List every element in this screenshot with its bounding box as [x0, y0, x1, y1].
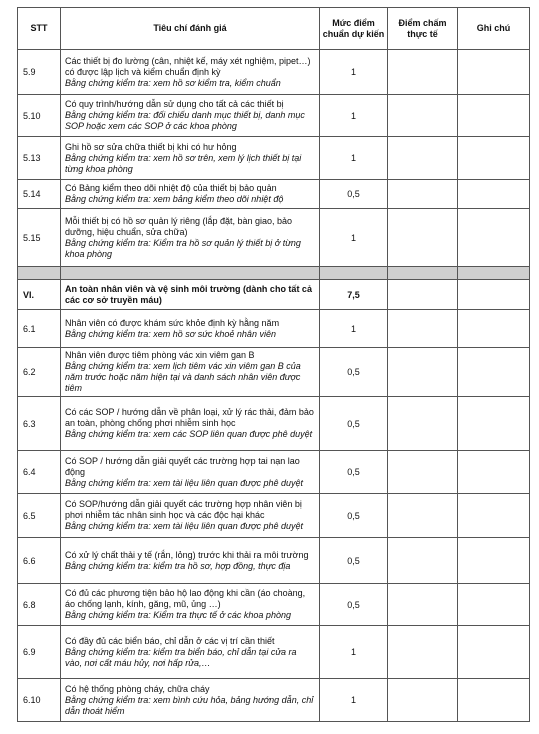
row-criteria	[61, 209, 320, 267]
row-criteria	[61, 180, 320, 209]
expected-score: 1	[320, 137, 388, 180]
criteria-text: Có đầy đủ các biển báo, chỉ dẫn ở các vị trí cần thiết	[65, 635, 275, 646]
criteria-text: Nhân viên được tiêm phòng vác xin viêm gan B	[65, 350, 255, 360]
actual-score-cell[interactable]	[388, 50, 458, 95]
header-criteria: Tiêu chí đánh giá	[61, 8, 320, 50]
note-cell[interactable]	[458, 280, 530, 310]
actual-score-cell[interactable]	[388, 679, 458, 722]
actual-score-cell[interactable]	[388, 538, 458, 584]
row-criteria	[61, 626, 320, 679]
evidence-text: Bằng chứng kiểm tra: kiểm tra biển báo, chỉ dẫn tại cửa ra vào, nơi cất máu hủy, nơi hấp rửa,…	[65, 646, 297, 668]
row-stt: 6.10	[18, 679, 61, 722]
row-criteria	[61, 451, 320, 494]
separator-cell	[458, 267, 530, 280]
table-row	[18, 538, 530, 584]
evaluation-table	[17, 7, 530, 722]
evidence-text: Bằng chứng kiểm tra: xem bình cứu hỏa, bảng hướng dẫn, chỉ dẫn thoát hiểm	[65, 694, 314, 716]
expected-score: 0,5	[320, 494, 388, 538]
row-stt: 6.4	[18, 451, 61, 494]
table-row	[18, 348, 530, 397]
evidence-text: Bằng chứng kiểm tra: xem hồ sơ sức khoẻ nhân viên	[65, 328, 276, 339]
note-cell[interactable]	[458, 584, 530, 626]
table-row	[18, 494, 530, 538]
section-separator-row	[18, 267, 530, 280]
actual-score-cell[interactable]	[388, 209, 458, 267]
note-cell[interactable]	[458, 494, 530, 538]
separator-cell	[320, 267, 388, 280]
evidence-text: Bằng chứng kiểm tra: xem hồ sơ kiểm tra, kiểm chuẩn	[65, 77, 281, 88]
criteria-text: Có Bảng kiểm theo dõi nhiệt độ của thiết bị bảo quản	[65, 183, 277, 193]
criteria-text: Các thiết bị đo lường (cân, nhiệt kế, máy xét nghiệm, pipet…) có được lập lịch và kiểm chuẩn định kỳ	[65, 55, 311, 77]
row-stt: 5.14	[18, 180, 61, 209]
actual-score-cell[interactable]	[388, 310, 458, 348]
note-cell[interactable]	[458, 348, 530, 397]
actual-score-cell[interactable]	[388, 584, 458, 626]
row-stt: 5.9	[18, 50, 61, 95]
evidence-text: Bằng chứng kiểm tra: xem các SOP liên quan được phê duyệt	[65, 429, 313, 439]
expected-score: 0,5	[320, 538, 388, 584]
evidence-text: Bằng chứng kiểm tra: đối chiếu danh mục thiết bị, danh mục SOP hoặc xem các SOP ở các khoa phòng	[65, 110, 305, 131]
row-criteria	[61, 310, 320, 348]
row-stt: 6.6	[18, 538, 61, 584]
criteria-text: Có các SOP / hướng dẫn về phân loại, xử lý rác thải, đảm bảo an toàn, phòng chống phơi nhiễm sinh học	[65, 407, 314, 428]
evidence-text: Bằng chứng kiểm tra: Kiểm tra hồ sơ quản lý thiết bị ở từng khoa phòng	[65, 237, 301, 259]
actual-score-cell[interactable]	[388, 180, 458, 209]
header-note: Ghi chú	[458, 8, 530, 50]
row-stt: 6.5	[18, 494, 61, 538]
section-number: VI.	[18, 280, 61, 310]
evidence-text: Bằng chứng kiểm tra: xem lịch tiêm vác xin viêm gan B của năm trước hoặc năm hiện tại và danh sách nhân viên được tiêm	[65, 361, 301, 393]
row-criteria	[61, 584, 320, 626]
criteria-text: Mỗi thiết bị có hồ sơ quản lý riêng (lắp đặt, bàn giao, bảo dưỡng, hiệu chuẩn, sửa chữa)	[65, 215, 293, 237]
table-row	[18, 679, 530, 722]
actual-score-cell[interactable]	[388, 348, 458, 397]
actual-score-cell[interactable]	[388, 451, 458, 494]
evidence-text: Bằng chứng kiểm tra: xem bảng kiểm theo dõi nhiệt độ	[65, 194, 284, 204]
expected-score: 1	[320, 209, 388, 267]
section-header-row	[18, 280, 530, 310]
note-cell[interactable]	[458, 137, 530, 180]
row-stt: 6.3	[18, 397, 61, 451]
evidence-text: Bằng chứng kiểm tra: kiểm tra hồ sơ, hợp đồng, thực địa	[65, 560, 291, 571]
table-row	[18, 626, 530, 679]
evidence-text: Bằng chứng kiểm tra: Kiểm tra thực tế ở các khoa phòng	[65, 610, 291, 620]
table-row	[18, 180, 530, 209]
note-cell[interactable]	[458, 50, 530, 95]
section-title: An toàn nhân viên và vệ sinh môi trường (dành cho tất cả các cơ sở truyền máu)	[65, 283, 312, 305]
table-row	[18, 451, 530, 494]
separator-cell	[61, 267, 320, 280]
note-cell[interactable]	[458, 209, 530, 267]
table-row	[18, 137, 530, 180]
row-stt: 6.1	[18, 310, 61, 348]
row-criteria	[61, 397, 320, 451]
note-cell[interactable]	[458, 679, 530, 722]
actual-score-cell[interactable]	[388, 626, 458, 679]
row-criteria	[61, 50, 320, 95]
note-cell[interactable]	[458, 95, 530, 137]
expected-score: 0,5	[320, 348, 388, 397]
note-cell[interactable]	[458, 538, 530, 584]
note-cell[interactable]	[458, 451, 530, 494]
note-cell[interactable]	[458, 626, 530, 679]
expected-score: 0,5	[320, 451, 388, 494]
separator-cell	[388, 267, 458, 280]
table-row	[18, 50, 530, 95]
criteria-text: Có đủ các phương tiện bảo hộ lao động khi cần (áo choàng, áo chống lạnh, kính, găng, mũ, ủng …)	[65, 588, 306, 609]
criteria-text: Ghi hồ sơ sửa chữa thiết bị khi có hư hỏng	[65, 141, 237, 152]
row-criteria	[61, 348, 320, 397]
evidence-text: Bằng chứng kiểm tra: xem tài liệu liên quan được phê duyệt	[65, 521, 303, 531]
criteria-text: Có SOP / hướng dẫn giải quyết các trường hợp tai nạn lao động	[65, 455, 300, 477]
expected-score: 1	[320, 310, 388, 348]
header-row	[18, 8, 530, 50]
row-criteria	[61, 679, 320, 722]
criteria-text: Có quy trình/hướng dẫn sử dụng cho tất cả các thiết bị	[65, 99, 284, 109]
note-cell[interactable]	[458, 180, 530, 209]
actual-score-cell[interactable]	[388, 137, 458, 180]
row-criteria	[61, 95, 320, 137]
separator-cell	[18, 267, 61, 280]
expected-score: 1	[320, 95, 388, 137]
header-expected-score: Mức điểm chuẩn dự kiến	[320, 8, 388, 50]
criteria-text: Nhân viên có được khám sức khỏe định kỳ hằng năm	[65, 317, 280, 328]
evidence-text: Bằng chứng kiểm tra: xem hồ sơ trên, xem lý lịch thiết bị tại từng khoa phòng	[65, 152, 302, 174]
section-total-score: 7,5	[320, 280, 388, 310]
row-criteria	[61, 137, 320, 180]
actual-score-cell[interactable]	[388, 494, 458, 538]
actual-score-cell[interactable]	[388, 280, 458, 310]
evidence-text: Bằng chứng kiểm tra: xem tài liệu liên quan được phê duyệt	[65, 477, 303, 488]
expected-score: 0,5	[320, 180, 388, 209]
expected-score: 0,5	[320, 397, 388, 451]
expected-score: 0,5	[320, 584, 388, 626]
table-row	[18, 584, 530, 626]
header-actual-score: Điểm chấm thực tế	[388, 8, 458, 50]
criteria-text: Có SOP/hướng dẫn giải quyết các trường hợp nhân viên bị phơi nhiễm tác nhân sinh học và các độc hại khác	[65, 499, 302, 520]
table-row	[18, 397, 530, 451]
note-cell[interactable]	[458, 397, 530, 451]
expected-score: 1	[320, 626, 388, 679]
table-row	[18, 310, 530, 348]
note-cell[interactable]	[458, 310, 530, 348]
table-row	[18, 209, 530, 267]
table-row	[18, 95, 530, 137]
row-stt: 5.10	[18, 95, 61, 137]
expected-score: 1	[320, 679, 388, 722]
header-stt: STT	[18, 8, 61, 50]
row-stt: 6.8	[18, 584, 61, 626]
row-stt: 5.15	[18, 209, 61, 267]
section-title-cell	[61, 280, 320, 310]
row-criteria	[61, 494, 320, 538]
actual-score-cell[interactable]	[388, 95, 458, 137]
expected-score: 1	[320, 50, 388, 95]
row-criteria	[61, 538, 320, 584]
row-stt: 5.13	[18, 137, 61, 180]
actual-score-cell[interactable]	[388, 397, 458, 451]
row-stt: 6.2	[18, 348, 61, 397]
criteria-text: Có hệ thống phòng cháy, chữa cháy	[65, 683, 210, 694]
row-stt: 6.9	[18, 626, 61, 679]
criteria-text: Có xử lý chất thải y tế (rắn, lỏng) trước khi thải ra môi trường	[65, 549, 309, 560]
